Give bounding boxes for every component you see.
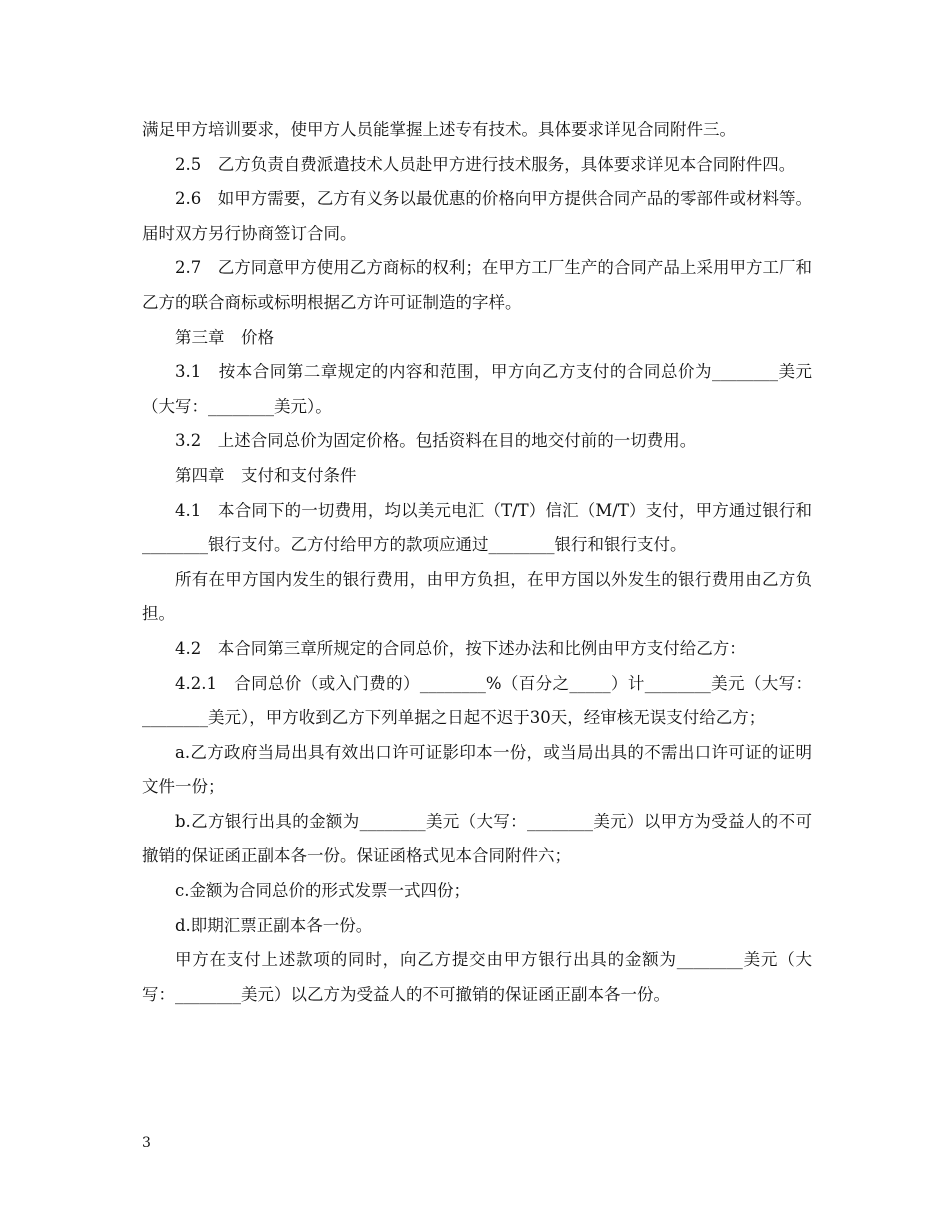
list-item-a: a.乙方政府当局出具有效出口许可证影印本一份，或当局出具的不需出口许可证的证明文件一份； [142,742,812,797]
chapter-3-heading: 第三章 价格 [175,327,274,347]
list-item-b: b.乙方银行出具的金额为________美元（大写：________美元）以甲方为受益人的不可撤销的保证函正副本各一份。保证函格式见本合同附件六； [142,811,812,866]
paragraph-bank-fees: 所有在甲方国内发生的银行费用，由甲方负担，在甲方国以外发生的银行费用由乙方负担。 [142,569,812,624]
document-body [142,113,812,1012]
page-number: 3 [142,1135,151,1151]
paragraph-4-2-1: 4.2.1 合同总价（或入门费的）________%（百分之_____）计________美元（大写：________美元），甲方收到乙方下列单据之日起不迟于30天，经审核无误支付给乙方； [142,673,812,728]
paragraph-guarantee: 甲方在支付上述款项的同时，向乙方提交由甲方银行出具的金额为________美元（大写：________美元）以乙方为受益人的不可撤销的保证函正副本各一份。 [142,950,812,1004]
paragraph-2-6: 2.6 如甲方需要，乙方有义务以最优惠的价格向甲方提供合同产品的零部件或材料等。届时双方另行协商签订合同。 [142,189,812,243]
list-item-c: c.金额为合同总价的形式发票一式四份； [175,881,470,901]
paragraph-training-requirement: 满足甲方培训要求，使甲方人员能掌握上述专有技术。具体要求详见合同附件三。 [142,120,736,139]
list-item-d: d.即期汇票正副本各一份。 [175,915,373,935]
paragraph-3-2: 3.2 上述合同总价为固定价格。包括资料在目的地交付前的一切费用。 [175,431,697,451]
paragraph-3-1: 3.1 按本合同第二章规定的内容和范围，甲方向乙方支付的合同总价为________美元（大写：________美元）。 [142,362,812,416]
chapter-4-heading: 第四章 支付和支付条件 [175,465,357,485]
paragraph-4-1: 4.1 本合同下的一切费用，均以美元电汇（T/T）信汇（M/T）支付，甲方通过银行和________银行支付。乙方付给甲方的款项应通过________银行和银行支付。 [142,500,812,555]
paragraph-2-7: 2.7 乙方同意甲方使用乙方商标的权利；在甲方工厂生产的合同产品上采用甲方工厂和乙方的联合商标或标明根据乙方许可证制造的字样。 [142,258,812,312]
paragraph-2-5: 2.5 乙方负责自费派遣技术人员赴甲方进行技术服务，具体要求详见本合同附件四。 [175,154,796,174]
paragraph-4-2: 4.2 本合同第三章所规定的合同总价，按下述办法和比例由甲方支付给乙方： [175,638,746,658]
